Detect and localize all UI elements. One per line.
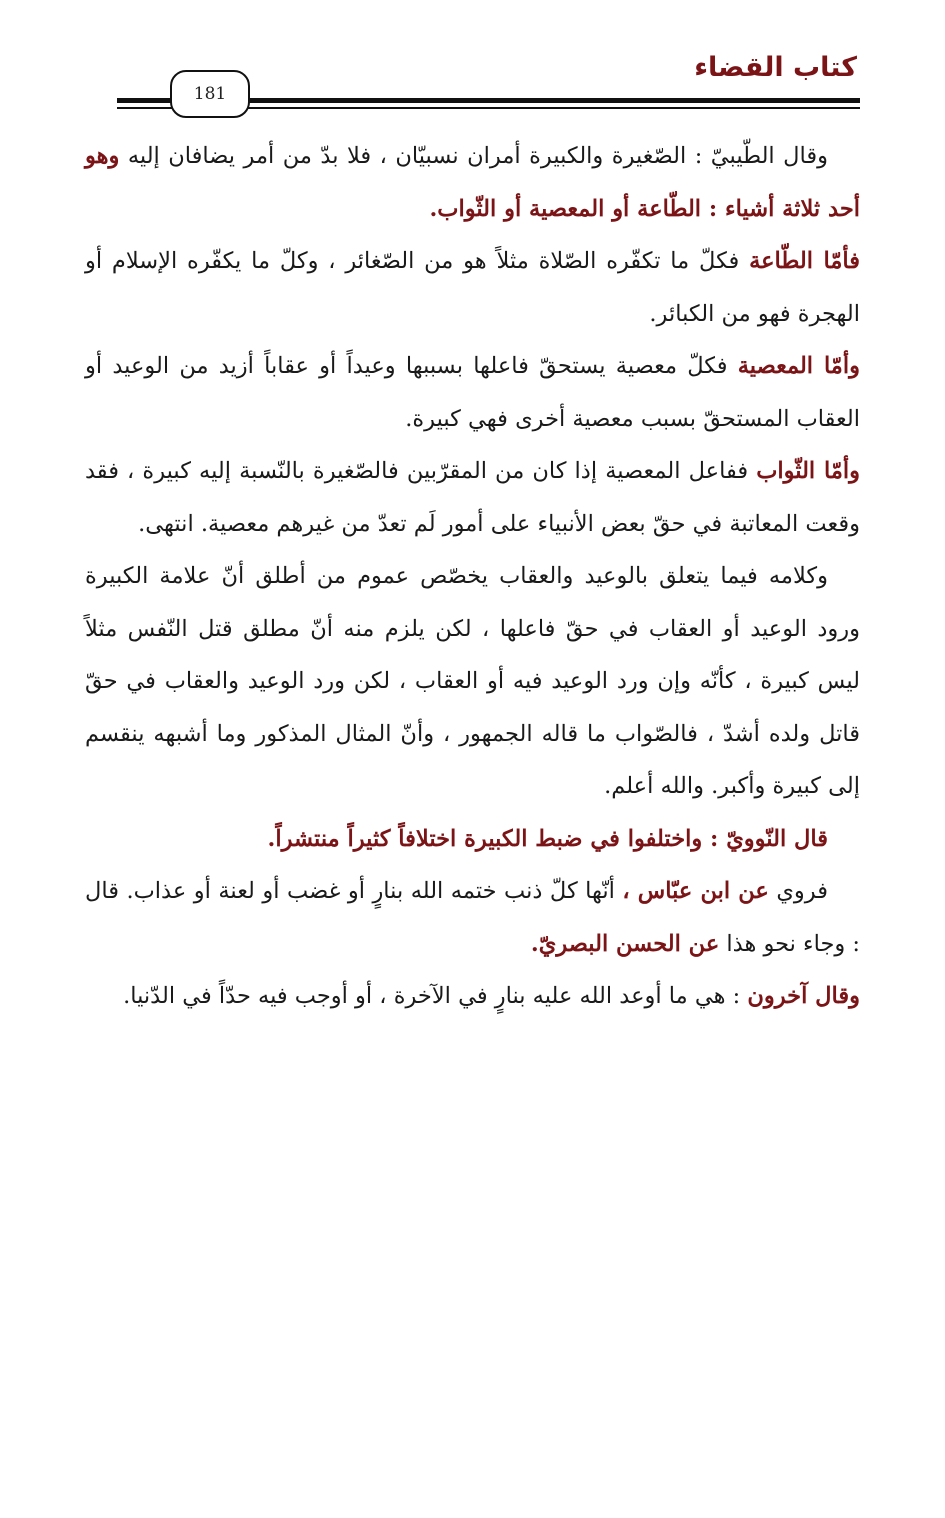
paragraph [85, 865, 860, 970]
highlighted-text: وأمّا الثّواب [756, 458, 860, 484]
body-text: فروي [768, 878, 828, 904]
highlighted-text: وأمّا المعصية [737, 353, 860, 379]
paragraph [85, 445, 860, 550]
body-text: أنّها كلّ ذنب ختمه الله بنارٍ أو غضب أو لعنة أو عذاب. قال : وجاء نحو هذا [85, 878, 860, 957]
highlighted-text: عن الحسن البصريّ. [530, 930, 720, 957]
body-text: فكلّ معصية يستحقّ فاعلها بسببها وعيداً أو عقاباً أزيد من الوعيد أو العقاب المستحقّ بسبب معصية أخرى فهي كبيرة. [85, 353, 860, 432]
paragraph [85, 550, 860, 813]
body-text: : هي ما أوعد الله عليه بنارٍ في الآخرة ، أو أوجب فيه حدّاً في الدّنيا. [123, 983, 748, 1009]
page-body [85, 130, 860, 1023]
paragraph [85, 970, 860, 1023]
highlighted-text: وقال آخرون [747, 983, 860, 1009]
body-text: ففاعل المعصية إذا كان من المقرّبين فالصّغيرة بالنّسبة إليه كبيرة ، فقد وقعت المعاتبة في حقّ بعض الأنبياء على أمور لَم تعدّ من غيرهم معصية. انتهى. [85, 458, 860, 537]
body-text: فكلّ ما تكفّره الصّلاة مثلاً هو من الصّغائر ، وكلّ ما يكفّره الإسلام أو الهجرة فهو من الكبائر. [85, 248, 860, 327]
highlighted-text: فأمّا الطّاعة [749, 248, 860, 274]
body-text: وكلامه فيما يتعلق بالوعيد والعقاب يخصّص عموم من أطلق أنّ علامة الكبيرة ورود الوعيد أو العقاب في حقّ فاعلها ، لكن يلزم منه أنّ مطلق قتل النّفس مثلاً ليس كبيرة ، كأنّه وإن ورد الوعيد فيه أو العقاب ، لكن ورد الوعيد والعقاب في حقّ قاتل ولده أشدّ ، فالصّواب ما قاله الجمهور ، وأنّ المثال المذكور وما أشبهه ينقسم إلى كبيرة وأكبر. والله أعلم. [85, 563, 860, 799]
page-number-badge [170, 70, 250, 118]
page-number: 181 [193, 84, 227, 104]
book-title: كتاب القضاء [694, 52, 857, 83]
paragraph [85, 340, 860, 445]
highlighted-text: قال النّوويّ : واختلفوا في ضبط الكبيرة اختلافاً كثيراً منتشراً. [267, 825, 828, 852]
body-text: وقال الطّيبيّ : الصّغيرة والكبيرة أمران نسبيّان ، فلا بدّ من أمر يضافان إليه [119, 143, 828, 169]
paragraph [85, 130, 860, 235]
paragraph [85, 813, 860, 866]
highlighted-text: وهو أحد ثلاثة أشياء : الطّاعة أو المعصية أو الثّواب. [85, 143, 860, 222]
highlighted-text: عن ابن عبّاس ، [622, 878, 769, 904]
paragraph [85, 235, 860, 340]
